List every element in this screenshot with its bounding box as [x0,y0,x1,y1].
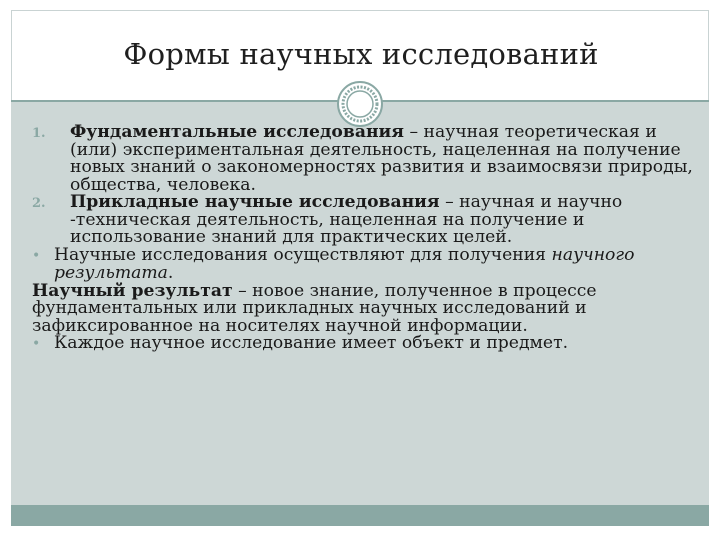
paragraph [32,280,700,336]
slide-body [32,124,700,354]
list-number: 2. [32,196,46,211]
bullet-icon: • [32,247,41,264]
list-item [32,244,700,283]
bullet-icon: • [32,336,41,352]
slide-title: Формы научных исследований [123,37,599,71]
term-bold: Научный результат [32,280,233,301]
circle-ornament-icon [336,80,384,128]
list-item [32,335,700,354]
item-text: – новое знание, полученное в процессе фундаментальных или прикладных научных исследований и зафиксированное на носителях научной информации. [32,280,597,336]
item-italic: научного результата [54,244,635,283]
item-text: – научная теоретическая и (или) экспериментальная деятельность, нацеленная на получение новых знаний о закономерностях развития и взаимосвязи природы, общества, человека. [70,122,693,195]
item-text: Научные исследования осуществляют для получения [54,244,552,265]
item-text: – научная и научно -техническая деятельность, нацеленная на получение и использование знаний для практических целей. [70,192,623,247]
list-item [32,194,700,247]
term-bold: Фундаментальные исследования [70,122,404,142]
term-bold: Прикладные научные исследования [70,192,440,212]
item-tail: . [167,263,174,283]
footer-bar [11,505,709,526]
item-text: Каждое научное исследование имеет объект и предмет. [54,333,569,353]
list-number: 1. [32,126,46,141]
list-item [32,124,700,194]
